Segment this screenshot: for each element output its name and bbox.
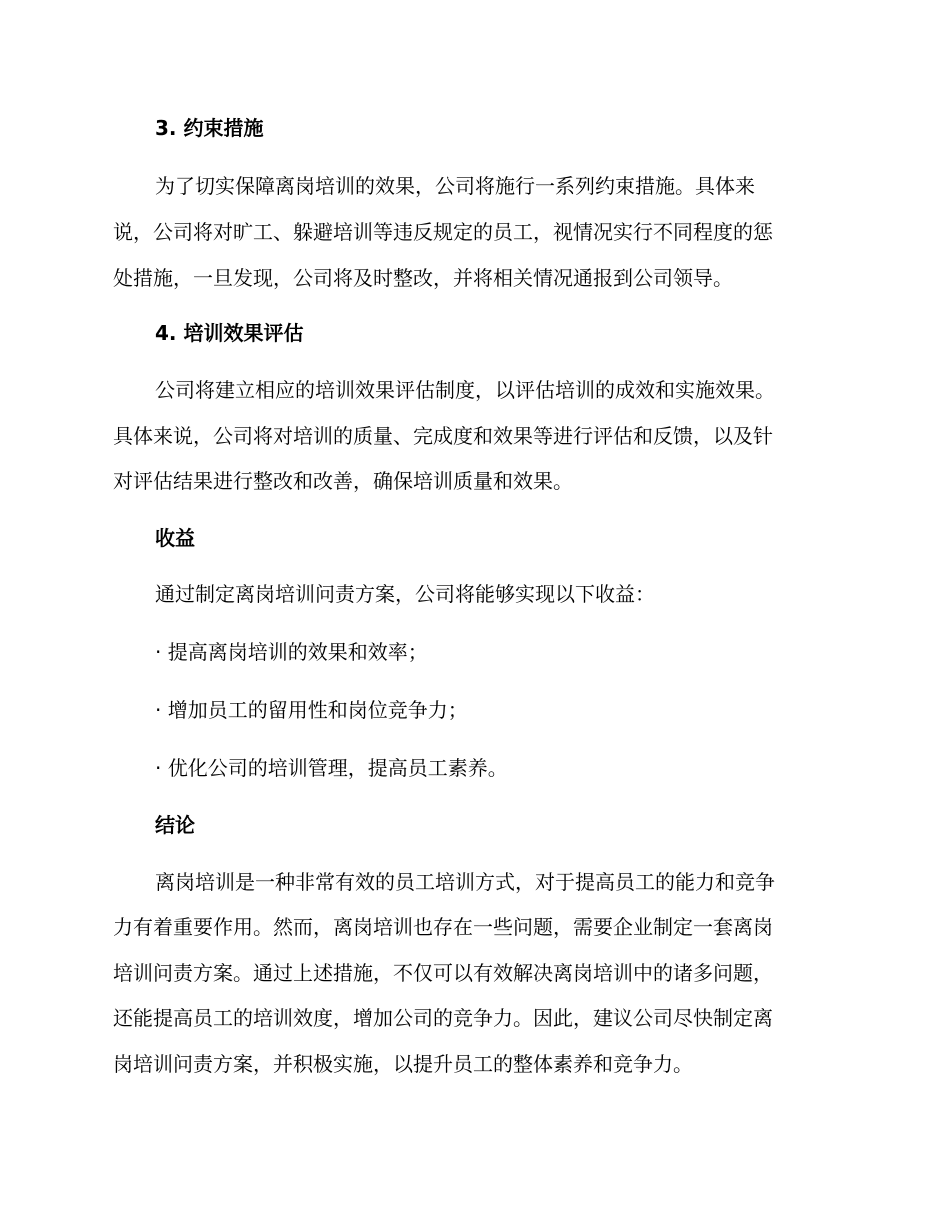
paragraph-line: 为了切实保障离岗培训的效果，公司将施行一系列约束措施。具体来 <box>155 174 755 198</box>
section-heading-conclusion: 结论 <box>155 813 195 837</box>
section-heading-constraints: 3. 约束措施 <box>155 116 264 140</box>
paragraph-line: 说，公司将对旷工、躲避培训等违反规定的员工，视情况实行不同程度的惩 <box>113 220 773 244</box>
section-heading-benefits: 收益 <box>155 526 195 550</box>
paragraph-line: 具体来说，公司将对培训的质量、完成度和效果等进行评估和反馈，以及针 <box>113 424 773 448</box>
paragraph-line: 岗培训问责方案，并积极实施，以提升员工的整体素养和竞争力。 <box>113 1052 693 1076</box>
paragraph-line: 处措施，一旦发现，公司将及时整改，并将相关情况通报到公司领导。 <box>113 266 733 290</box>
bullet-item: · 提高离岗培训的效果和效率； <box>155 640 428 664</box>
bullet-item: · 增加员工的留用性和岗位竞争力； <box>155 698 468 722</box>
benefits-intro: 通过制定离岗培训问责方案，公司将能够实现以下收益： <box>155 582 655 606</box>
paragraph-line: 离岗培训是一种非常有效的员工培训方式，对于提高员工的能力和竞争 <box>155 870 775 894</box>
paragraph-line: 对评估结果进行整改和改善，确保培训质量和效果。 <box>113 469 573 493</box>
bullet-item: · 优化公司的培训管理，提高员工素养。 <box>155 756 508 780</box>
section-heading-evaluation: 4. 培训效果评估 <box>155 321 304 345</box>
paragraph-line: 培训问责方案。通过上述措施，不仅可以有效解决离岗培训中的诸多问题， <box>113 961 773 985</box>
paragraph-line: 力有着重要作用。然而，离岗培训也存在一些问题，需要企业制定一套离岗 <box>113 915 773 939</box>
paragraph-line: 还能提高员工的培训效度，增加公司的竞争力。因此，建议公司尽快制定离 <box>113 1006 773 1030</box>
paragraph-line: 公司将建立相应的培训效果评估制度，以评估培训的成效和实施效果。 <box>155 378 775 402</box>
